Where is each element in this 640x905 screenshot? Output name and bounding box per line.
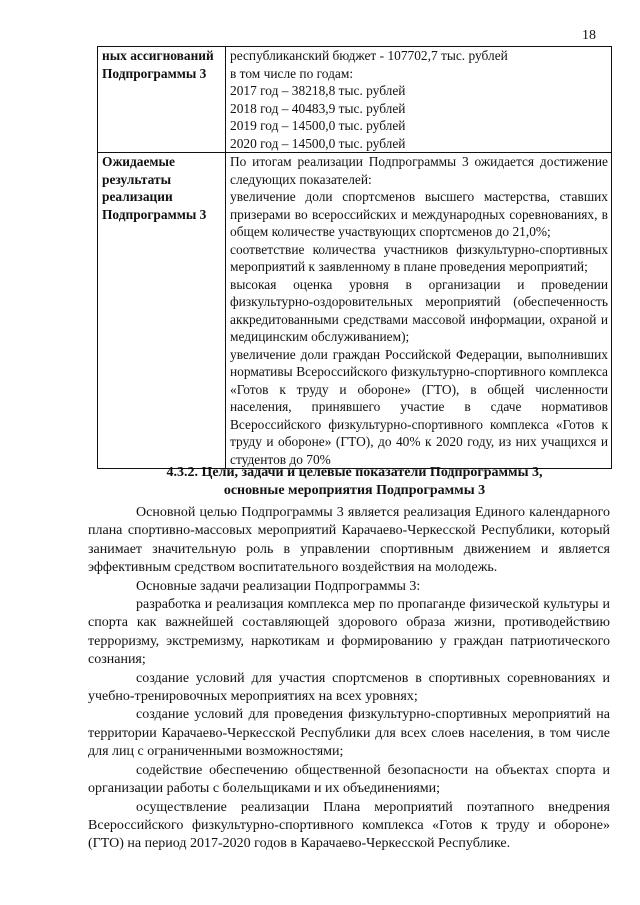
expected-result-item: увеличение доли спортсменов высшего мастерства, ставших призерами во всероссийских и международных соревнованиях, в общем количестве участвующих спортсменов до 21,0%; — [230, 189, 608, 239]
funding-label-cell — [98, 47, 226, 153]
body-paragraph: Основные задачи реализации Подпрограммы 3: — [136, 578, 421, 594]
funding-year-2020: 2020 год – 14500,0 тыс. рублей — [230, 135, 406, 151]
section-heading-line: основные мероприятия Подпрограммы 3 — [223, 483, 486, 498]
section-heading — [97, 464, 612, 500]
funding-year-2019: 2019 год – 14500,0 тыс. рублей — [230, 118, 406, 133]
section-body — [88, 504, 610, 854]
row-label-line: Подпрограммы 3 — [102, 206, 207, 222]
table-row-expected-results — [98, 153, 612, 469]
funding-total: республиканский бюджет - 107702,7 тыс. рублей — [230, 48, 508, 63]
funding-by-years-caption: в том числе по годам: — [230, 65, 354, 81]
expected-results-value-cell — [226, 153, 612, 469]
row-label-line: Ожидаемые — [102, 154, 175, 169]
body-paragraph: разработка и реализация комплекса мер по пропаганде физической культуры и спорта как важнейшей составляющей здорового образа жизни, противодействию терроризму, экстремизму, наркотикам и формированию у граждан патриотического сознания; — [88, 597, 610, 668]
expected-result-item: По итогам реализации Подпрограммы 3 ожидается достижение следующих показателей: — [230, 154, 608, 187]
body-paragraph: создание условий для проведения физкультурно-спортивных мероприятий на территории Карачаево-Черкесской Республики для всех слоев населения, в том числе для лиц с ограниченными возможностями; — [88, 707, 610, 760]
funding-value-cell — [226, 47, 612, 153]
expected-result-item: высокая оценка уровня в организации и проведении физкультурно-оздоровительных мероприятий (обеспеченность аккредитованными средствами массовой информации, охраной и медицинским обслуживанием); — [230, 276, 608, 344]
row-label-line: результаты — [102, 171, 172, 187]
table-row-funding — [98, 47, 612, 153]
body-paragraph: осуществление реализации Плана мероприятий поэтапного внедрения Всероссийского физкультурно-спортивного комплекса «Готов к труду и обороне» (ГТО) на период 2017-2020 годов в Карачаево-Черкесской Республике. — [88, 799, 610, 852]
row-label-line: Подпрограммы 3 — [102, 65, 207, 81]
subprogram-passport-table — [97, 46, 612, 469]
page-number: 18 — [582, 28, 596, 43]
body-paragraph: Основной целью Подпрограммы 3 является реализация Единого календарного плана спортивно-массовых мероприятий Карачаево-Черкесской Республики, который занимает значительную роль в управлении спортивным движением и является эффективным средством воспитательного воздействия на молодежь. — [88, 505, 610, 576]
row-label-line: реализации — [102, 189, 173, 204]
expected-results-label-cell — [98, 153, 226, 469]
expected-result-item: увеличение доли граждан Российской Федерации, выполнивших нормативы Всероссийского физкультурно-спортивного комплекса «Готов к труду и обороне» (ГТО), в общей численности населения, принявшего участие в сдаче нормативов Всероссийского физкультурно-спортивного комплекса «Готов к труду и обороне» (ГТО), до 40% к 2020 году, из них учащихся и студентов до 70% — [230, 346, 608, 467]
body-paragraph: создание условий для участия спортсменов в спортивных соревнованиях и учебно-тренировочных мероприятиях на всех уровнях; — [88, 670, 610, 705]
row-label-line: ных ассигнований — [102, 48, 214, 63]
section-heading-line: 4.3.2. Цели, задачи и целевые показатели Подпрограммы 3, — [166, 465, 543, 480]
body-paragraph: содействие обеспечению общественной безопасности на объектах спорта и организации работы с болельщиками и их объединениями; — [88, 762, 610, 797]
expected-result-item: соответствие количества участников физкультурно-спортивных мероприятий к заявленному в плане проведения мероприятий; — [230, 241, 608, 274]
funding-year-2017: 2017 год – 38218,8 тыс. рублей — [230, 83, 406, 98]
funding-year-2018: 2018 год – 40483,9 тыс. рублей — [230, 100, 406, 116]
